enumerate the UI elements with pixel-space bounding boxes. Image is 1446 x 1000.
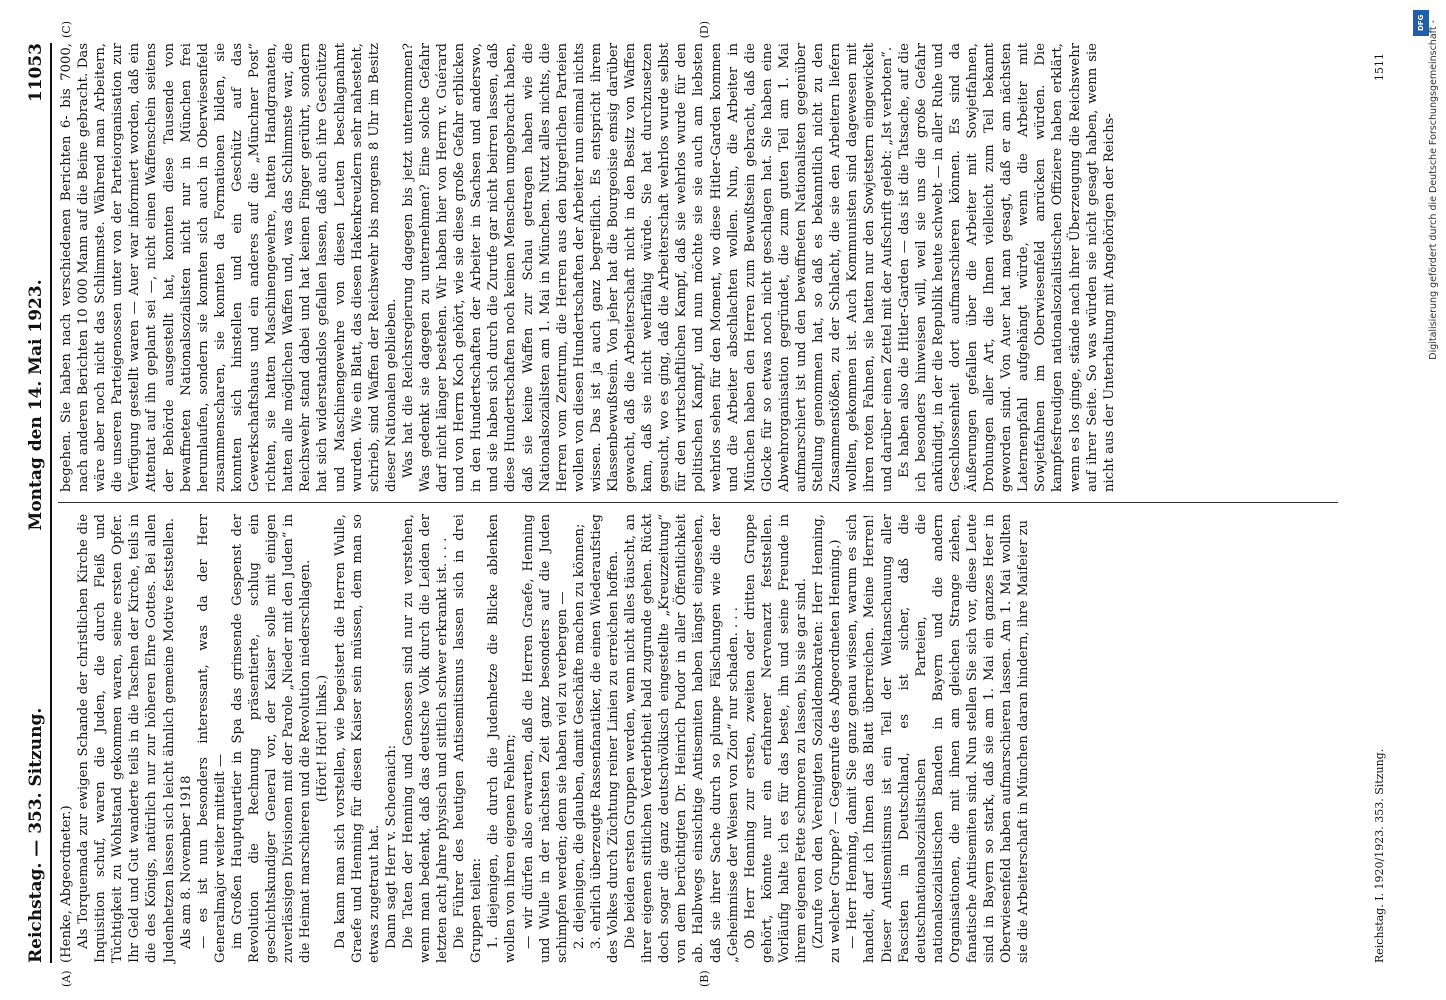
right-column-paragraph: begehen. Sie haben nach verschiedenen Berichten 6- bis 7000, nach anderen Berichten 10 000 Mann auf die Beine gebracht. Das wäre aber noch nicht das Schlimmste. Während man Arbeitern, die unseren Parteigenossen unter von der Parteiorganisation zur Verfügung gestellt waren — Auer war informiert worden, daß ein Attentat auf ihn geplant sei —, nicht einen Waffenschein seitens der Behörde ausgestellt hat, konnten diese Tausende von bewaffneten Nationalsozialisten nicht nur in München frei herumlaufen, sondern sie konnten sich auch in Oberwiesenfeld zusammenscharen, sie konnten da Formationen bilden, sie konnten sich hinstellen und ein Geschütz auf das Gewerkschaftshaus und ein anderes auf die „Münchner Post“ richten, sie hatten Maschinengewehre, hatten Handgranaten, hatten alle möglichen Waffen und, was das Schlimmste war, die Reichswehr stand dabei und hat keinen Finger gerührt, sondern hat sich widerstandslos gefallen lassen, daß auch ihre Geschütze und Maschinengewehre von diesen Leuten beschlagnahmt wurden. Wie ein Blatt, das diesen Hakenkreuzlern sehr nahesteht, schrieb, sind Waffen der Reichswehr bis morgens 8 Uhr im Besitz dieser Nationalen geblieben. [59, 43, 399, 492]
left-column-paragraph: Als Torquemada zur ewigen Schande der christlichen Kirche die Inquisition schuf, waren die Juden, die durch Fleiß und Tüchtigkeit zu Wohlstand gekommen waren, seine ersten Opfer. Ihr Geld und Gut wanderte teils in die Taschen der Kirche, teils in die des Königs, natürlich nur zur höheren Ehre Gottes. Bei allen Judenhetzen lassen sich leicht ähnlich gemeine Motive feststellen. [76, 514, 177, 963]
left-column-paragraph: Dann sagt Herr v. Schoenaich: [383, 744, 399, 949]
text-columns [58, 43, 1338, 963]
margin-marker-c: (C) [60, 21, 73, 38]
left-column-paragraph: Da kann man sich vorstellen, wie begeistert die Herren Wulle, Graefe und Henning für diesen Kaiser sein müssen, dem man so etwas zugetraut hat. [332, 514, 382, 963]
left-column-paragraph: im Großen Hauptquartier in Spa das grinsende Gespenst der Revolution die Rechnung präsentierte, schlug ein geschichtskundiger General vor, der Kaiser solle mit einigen zuverlässigen Divisionen mit der Parole „Nieder mit den Juden“ in die Heimat marschieren und die Revolution niederschlagen. [229, 514, 314, 963]
margin-marker-d: (D) [698, 21, 711, 39]
header-date: Montag den 14. Mai 1923. [26, 279, 46, 531]
left-column-paragraph: (Henke, Abgeordneter.) [59, 805, 74, 963]
left-column-paragraph: (Hört! Hört! links.) [315, 674, 331, 803]
left-column-paragraph: Die Taten der Henning und Genossen sind nur zu verstehen, wenn man bedenkt, daß das deutsche Volk durch die Leiden der letzten acht Jahre physisch und sittlich schwer erkrankt ist. . . . [400, 514, 451, 963]
page-header [26, 43, 52, 963]
left-column-paragraph: — es ist nun besonders interessant, was da der Herr Generalmajor weiter mitteilt — [195, 514, 228, 963]
footer-citation: Reichstag. I. 1920/1923. 353. Sitzung. [1373, 748, 1386, 963]
left-column-paragraph: (Zurufe von den Vereinigten Sozialdemokraten: Herr Henning, zu welcher Gruppe? — Gegenrufe des Abgeordneten Henning.) [811, 514, 844, 963]
left-column-paragraph: 3. ehrlich überzeugte Rassenfanatiker, die einen Wiederaufstieg des Volkes durch Züchtung reiner Linien zu erreichen hoffen. [588, 514, 621, 963]
left-column [58, 514, 1338, 963]
rotated-document-page [8, 13, 1398, 993]
header-session: Reichstag. — 353. Sitzung. [26, 707, 46, 963]
left-column-paragraph: 2. diejenigen, die glauben, damit Geschäfte machen zu können; [571, 523, 587, 949]
margin-marker-a: (A) [60, 970, 73, 987]
right-column-paragraph: Es haben also die Hitler-Garden — das ist die Tatsache, auf die ich besonders hinweisen will, weil sie uns die große Gefahr ankündigt, in der die Republik heute schwebt — in aller Ruhe und Geschlossenheit dort aufmarschieren können. Es sind da Äußerungen gefallen über die Arbeiter mit Sowjetfahnen, Drohungen aller Art, die Ihnen vielleicht zum Teil bekannt geworden sind. Von Auer hat man gesagt, daß er am nächsten Laternenpfahl aufgehängt würde, wenn die Arbeiter mit Sowjetfahnen im Oberwiesenfeld anrücken würden. Die kampfesfreudigen nationalsozialistischen Offiziere haben erklärt, wenn es los ginge, stände nach ihrer Überzeugung die Reichswehr auf ihrer Seite. So was würden sie nicht gesagt haben, wenn sie nicht aus der Unterhaltung mit Angehörigen der Reichs- [896, 43, 1117, 492]
digitization-note: Digitalisierung gefördert durch die Deutsche Forschungsgemeinschaft - [1428, 20, 1439, 360]
left-column-paragraph: Ob Herr Henning zur ersten, zweiten oder dritten Gruppe gehört, könnte nur ein erfahrener Nervenarzt feststellen. Vorläufig halte ich es für das beste, ihn und seine Freunde in ihrem eigenen Fette schmoren zu lassen, bis sie gar sind. [742, 514, 810, 963]
left-column-paragraph: 1. diejenigen, die durch die Judenhetze die Blicke ablenken wollen von ihren eigenen Fehlern; [486, 514, 519, 963]
right-column [58, 43, 1338, 492]
page-number: 11053 [26, 43, 46, 103]
left-column-paragraph: Die Führer des heutigen Antisemitismus lassen sich in drei Gruppen teilen: [452, 514, 485, 963]
digitization-sidebar [1410, 8, 1439, 998]
dfg-logo: DFG [1413, 10, 1429, 36]
footer-signature: 1511 [1373, 53, 1386, 81]
margin-marker-b: (B) [698, 970, 711, 987]
left-column-paragraph: Als am 8. November 1918 [178, 775, 194, 949]
right-column-paragraph: Was hat die Reichsregierung dagegen bis jetzt unternommen? Was gedenkt sie dagegen zu unternehmen? Eine solche Gefahr darf nicht länger bestehen. Wir haben hier von Herrn v. Guérard und von Herrn Koch gehört, wie sie diese große Gefahr erblicken in den Hundertschaften der Arbeiter in Sachsen und anderswo, und sie haben sich durch die Zurufe gar nicht beirren lassen, daß diese Hundertschaften noch keinen Menschen umgebracht haben, daß sie keine Waffen zur Schau getragen haben wie die Nationalsozialisten am 1. Mai in München. Nutzt alles nichts, die Herren vom Zentrum, die Herren aus den bürgerlichen Parteien wollen von diesen Hundertschaften der Arbeiter nun einmal nichts wissen. Das ist ja auch ganz begreiflich. Es entspricht ihrem Klassenbewußtsein. Von jeher hat die Bourgeoisie emsig darüber gewacht, daß die Arbeiterschaft nicht in den Besitz von Waffen kam, daß sie nicht wehrfähig würde. Sie hat durchzusetzen gesucht, wo es ging, daß die Arbeiterschaft wehrlos wurde selbst für den wirtschaftlichen Kampf, daß sie wehrlos wurde für den politischen Kampf, und nun möchte sie sie auch am liebsten wehrlos sehen für den Moment, wo diese Hitler-Garden kommen und die Arbeiter abschlachten wollen. Nun, die Arbeiter in München haben den Herren zum Bewußtsein gebracht, daß die Glocke für so etwas noch nicht geschlagen hat. Sie haben eine Abwehrorganisation gegründet, die zum guten Teil am 1. Mai aufmarschiert ist und den bewaffneten Nationalisten gegenüber Stellung genommen hat, so daß es bekanntlich nicht zu den Zusammenstößen, zu der Schlacht, die sie den Arbeitern liefern wollten, gekommen ist. Auch Kommunisten sind dagewesen mit ihren roten Fahnen, sie hatten nur den Sowjetstern eingewickelt und darüber einen Zettel mit der Aufschrift gelebt: „Ist verboten“. [400, 43, 895, 492]
left-column-paragraph: — wir dürfen also erwarten, daß die Herren Graefe, Henning und Wulle in der nächsten Zeit ganz besonders auf die Juden schimpfen werden; denn sie haben viel zu verbergen — [520, 514, 570, 963]
left-column-paragraph: — Herr Henning, damit Sie ganz genau wissen, warum es sich handelt, darf ich Ihnen das Blatt überreichen. Meine Herren! Dieser Antisemitismus ist ein Teil der Weltanschauung aller Fascisten in Deutschland, es ist sicher, daß die deutschnationalsozialistischen Parteien, die nationalsozialistischen Banden in Bayern und die andern Organisationen, die mit ihnen am gleichen Strange ziehen, fanatische Antisemiten sind. Nun stellen Sie sich vor, diese Leute sind in Bayern so stark, daß sie am 1. Mai ein ganzes Heer in Oberwiesenfeld haben aufmarschieren lassen. Am 1. Mai wollten sie die Arbeiterschaft in München daran hindern, ihre Maifeier zu [845, 514, 1032, 963]
left-column-paragraph: Die beiden ersten Gruppen werden, wenn nicht alles täuscht, an ihrer eigenen sittlichen Verderbtheit bald zugrunde gehen. Rückt doch sogar die ganz deutschvölkisch eingestellte „Kreuzzeitung“ von dem berüchtigten Dr. Heinrich Pudor in aller Öffentlichkeit ab. Halbwegs einsichtige Antisemiten haben längst eingesehen, daß sie ihrer Sache durch so plumpe Fälschungen wie die der „Geheimnisse der Weisen von Zion“ nur schaden. . . . [623, 514, 741, 963]
